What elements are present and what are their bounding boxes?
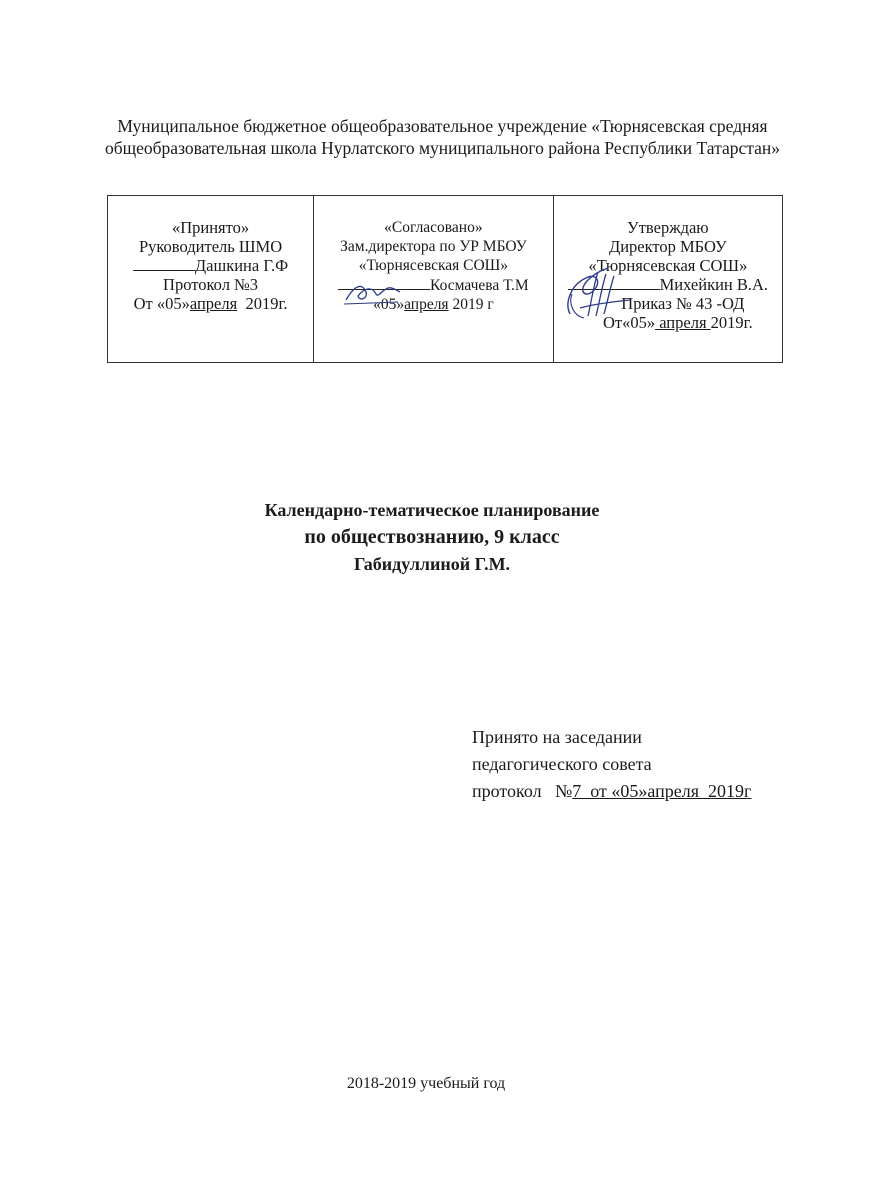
school-header-line-1: Муниципальное бюджетное общеобразовательное учреждение «Тюрнясевская средняя [117, 116, 768, 136]
accepted-role: Руководитель ШМО [138, 237, 283, 256]
approved-signature-line [558, 275, 778, 294]
school-header-line-2: общеобразовательная школа Нурлатского муниципального района Республики Татарстан» [105, 138, 780, 158]
signature-blank [133, 256, 195, 271]
academic-year: 2018-2019 учебный год [346, 1075, 506, 1092]
approved-name: Михейкин В.А. [659, 275, 769, 294]
agreed-title: «Согласовано» [384, 219, 483, 236]
signature-blank [568, 275, 660, 290]
approvals-table [107, 195, 783, 363]
approval-accepted-cell [108, 196, 314, 363]
agreed-date-suffix: 2019 г [448, 296, 494, 313]
plan-title-line-3: Габидуллиной Г.М. [353, 554, 511, 574]
agreed-date-prefix: «05» [373, 296, 405, 313]
accepted-protocol: Протокол №3 [163, 275, 259, 294]
accepted-date-month: апреля [189, 294, 238, 313]
approved-date [558, 313, 778, 332]
council-line-2: педагогического совета [472, 754, 652, 774]
approved-school: «Тюрнясевская СОШ» [588, 256, 748, 275]
approved-title: Утверждаю [627, 218, 709, 237]
accepted-title: «Принято» [171, 218, 250, 237]
agreed-role: Зам.директора по УР МБОУ [340, 238, 527, 255]
accepted-date-prefix: От «05» [133, 294, 190, 313]
approved-date-month: апреля [655, 313, 711, 332]
agreed-date-month: апреля [404, 296, 449, 313]
approved-date-prefix: От«05» [602, 313, 656, 332]
approved-date-suffix: 2019г. [710, 313, 753, 332]
plan-title-line-2: по обществознанию, 9 класс [304, 526, 560, 548]
approved-order: Приказ № 43 -ОД [621, 294, 745, 313]
accepted-date [112, 294, 309, 313]
approved-role: Директор МБОУ [608, 237, 727, 256]
council-protocol-details: 7 от «05»апреля 2019г [572, 781, 752, 801]
accepted-signature-line [112, 256, 309, 275]
agreed-school: «Тюрнясевская СОШ» [358, 257, 509, 274]
approval-agreed-cell [314, 196, 554, 363]
council-acceptance [472, 724, 751, 805]
plan-title-line-1: Календарно-тематическое планирование [264, 500, 600, 520]
agreed-signature-line [318, 275, 549, 295]
accepted-date-suffix: 2019г. [237, 294, 288, 313]
approval-approved-cell [553, 196, 782, 363]
accepted-name: Дашкина Г.Ф [194, 256, 289, 275]
plan-title [0, 497, 872, 577]
agreed-date [318, 295, 549, 314]
school-header [95, 115, 790, 159]
council-protocol-prefix: протокол № [472, 781, 573, 801]
council-line-3 [472, 778, 751, 805]
agreed-name: Космачева Т.М [430, 277, 529, 294]
signature-blank [338, 275, 430, 290]
council-line-1: Принято на заседании [472, 727, 642, 747]
